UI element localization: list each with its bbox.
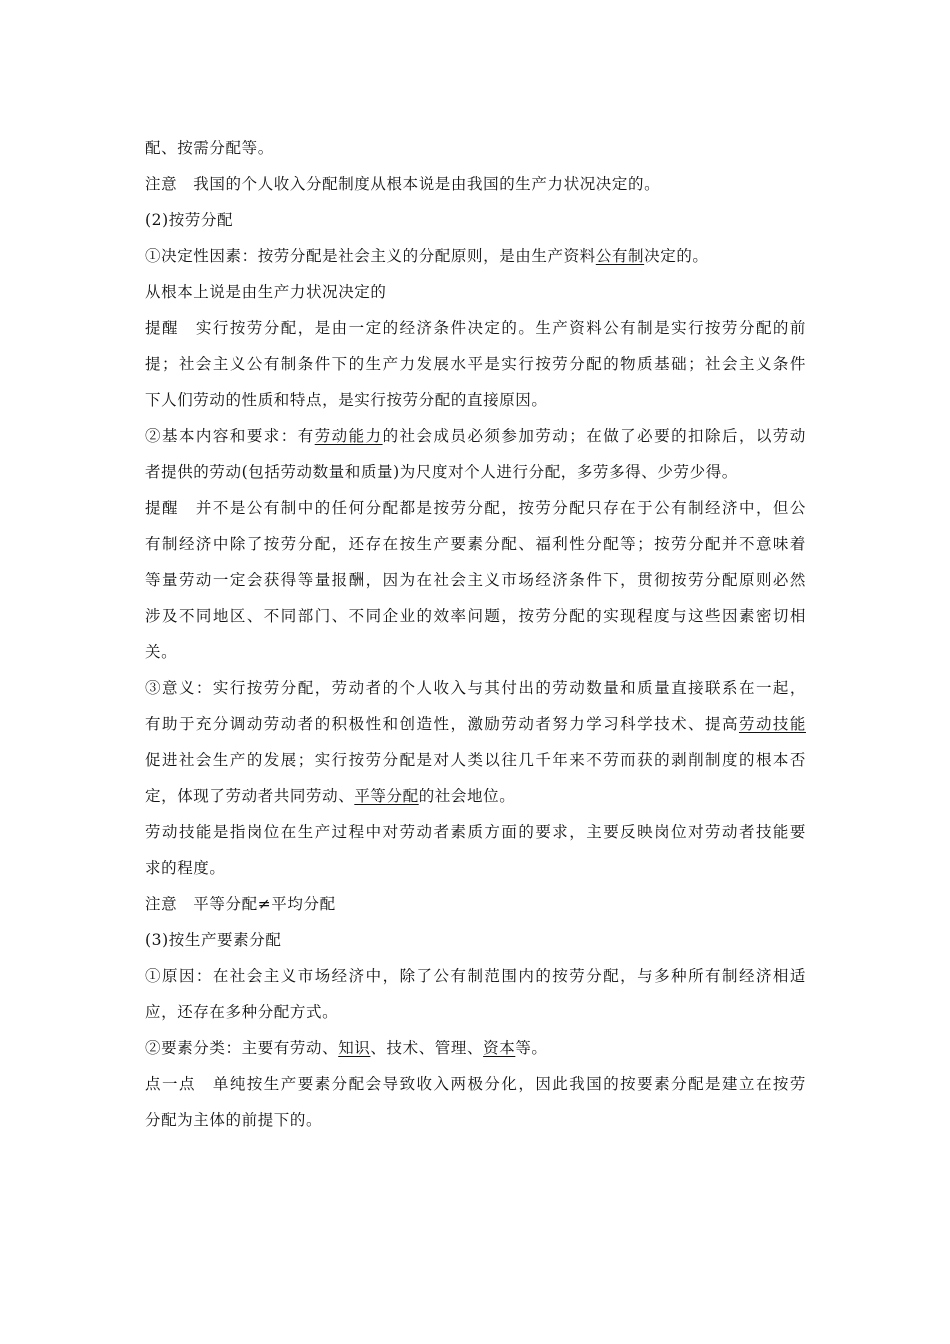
underlined-term: 劳动技能: [738, 715, 806, 733]
text-line: [145, 1038, 548, 1058]
text-segment: 点一点 单纯按生产要素分配会导致收入两极分化，因此我国的按要素分配是建立在按劳: [145, 1075, 806, 1093]
text-segment: 从根本上说是由生产力状况决定的: [145, 283, 387, 301]
text-segment: ①决定性因素：按劳分配是社会主义的分配原则，是由生产资料: [145, 247, 596, 265]
text-line: [145, 390, 548, 410]
underlined-term: 知识: [338, 1039, 371, 1057]
text-segment: 提；社会主义公有制条件下的生产力发展水平是实行按劳分配的物质基础；社会主义条件: [145, 355, 806, 373]
text-segment: 促进社会生产的发展；实行按劳分配是对人类以往几千年来不劳而获的剥削制度的根本否: [145, 751, 806, 769]
text-line: [145, 786, 515, 806]
text-segment: ②要素分类：主要有劳动、: [145, 1039, 339, 1057]
text-line: [145, 642, 177, 662]
text-line: [145, 318, 806, 338]
text-line: [145, 570, 806, 590]
text-segment: 涉及不同地区、不同部门、不同企业的效率问题，按劳分配的实现程度与这些因素密切相: [145, 607, 806, 625]
text-line: [145, 1074, 806, 1094]
text-segment: 的社会地位。: [418, 787, 516, 805]
text-segment: 下人们劳动的性质和特点，是实行按劳分配的直接原因。: [145, 391, 548, 409]
text-segment: 关。: [145, 643, 178, 661]
text-segment: 定，体现了劳动者共同劳动、: [145, 787, 355, 805]
underlined-term: 平等分配: [354, 787, 419, 805]
text-line: [145, 1110, 322, 1130]
text-line: [145, 678, 806, 698]
underlined-term: 公有制: [595, 247, 645, 265]
text-segment: 提醒 实行按劳分配，是由一定的经济条件决定的。生产资料公有制是实行按劳分配的前: [145, 319, 806, 337]
text-line: [145, 930, 281, 950]
underlined-term: 劳动能力: [314, 427, 383, 445]
text-segment: ②基本内容和要求：有: [145, 427, 315, 445]
text-line: [145, 174, 660, 194]
text-segment: 注意 我国的个人收入分配制度从根本说是由我国的生产力状况决定的。: [145, 175, 661, 193]
text-line: [145, 1002, 338, 1022]
text-line: [145, 462, 738, 482]
text-line: [145, 498, 806, 518]
text-line: [145, 822, 806, 842]
text-line: [145, 282, 387, 302]
text-segment: 有制经济中除了按劳分配，还存在按生产要素分配、福利性分配等；按劳分配并不意味着: [145, 535, 806, 553]
text-line: [145, 534, 806, 554]
text-segment: 有助于充分调动劳动者的积极性和创造性，激励劳动者努力学习科学技术、提高: [145, 715, 739, 733]
text-line: [145, 966, 806, 986]
text-segment: 决定的。: [644, 247, 709, 265]
text-line: [145, 210, 233, 230]
text-segment: 配、按需分配等。: [145, 139, 274, 157]
text-segment: (2)按劳分配: [145, 211, 234, 229]
text-line: [145, 138, 274, 158]
text-segment: 分配为主体的前提下的。: [145, 1111, 323, 1129]
text-line: [145, 858, 226, 878]
text-segment: 、技术、管理、: [370, 1039, 484, 1057]
text-line: [145, 894, 336, 914]
text-segment: 提醒 并不是公有制中的任何分配都是按劳分配，按劳分配只存在于公有制经济中，但公: [145, 499, 806, 517]
text-line: [145, 606, 806, 626]
text-segment: 注意 平等分配≠平均分配: [145, 895, 336, 913]
text-segment: ③意义：实行按劳分配，劳动者的个人收入与其付出的劳动数量和质量直接联系在一起，: [145, 679, 806, 697]
text-line: [145, 714, 806, 734]
underlined-term: 资本: [483, 1039, 516, 1057]
text-line: [145, 354, 806, 374]
text-segment: (3)按生产要素分配: [145, 931, 282, 949]
text-segment: 等量劳动一定会获得等量报酬，因为在社会主义市场经济条件下，贯彻按劳分配原则必然: [145, 571, 806, 589]
text-segment: 等。: [515, 1039, 548, 1057]
text-line: [145, 426, 806, 446]
text-segment: ①原因：在社会主义市场经济中，除了公有制范围内的按劳分配，与多种所有制经济相适: [145, 967, 806, 985]
text-line: [145, 750, 806, 770]
text-segment: 者提供的劳动(包括劳动数量和质量)为尺度对个人进行分配，多劳多得、少劳少得。: [145, 463, 738, 481]
text-line: [145, 246, 709, 266]
text-segment: 劳动技能是指岗位在生产过程中对劳动者素质方面的要求，主要反映岗位对劳动者技能要: [145, 823, 806, 841]
text-segment: 求的程度。: [145, 859, 226, 877]
text-segment: 的社会成员必须参加劳动；在做了必要的扣除后，以劳动: [382, 427, 806, 445]
text-segment: 应，还存在多种分配方式。: [145, 1003, 339, 1021]
